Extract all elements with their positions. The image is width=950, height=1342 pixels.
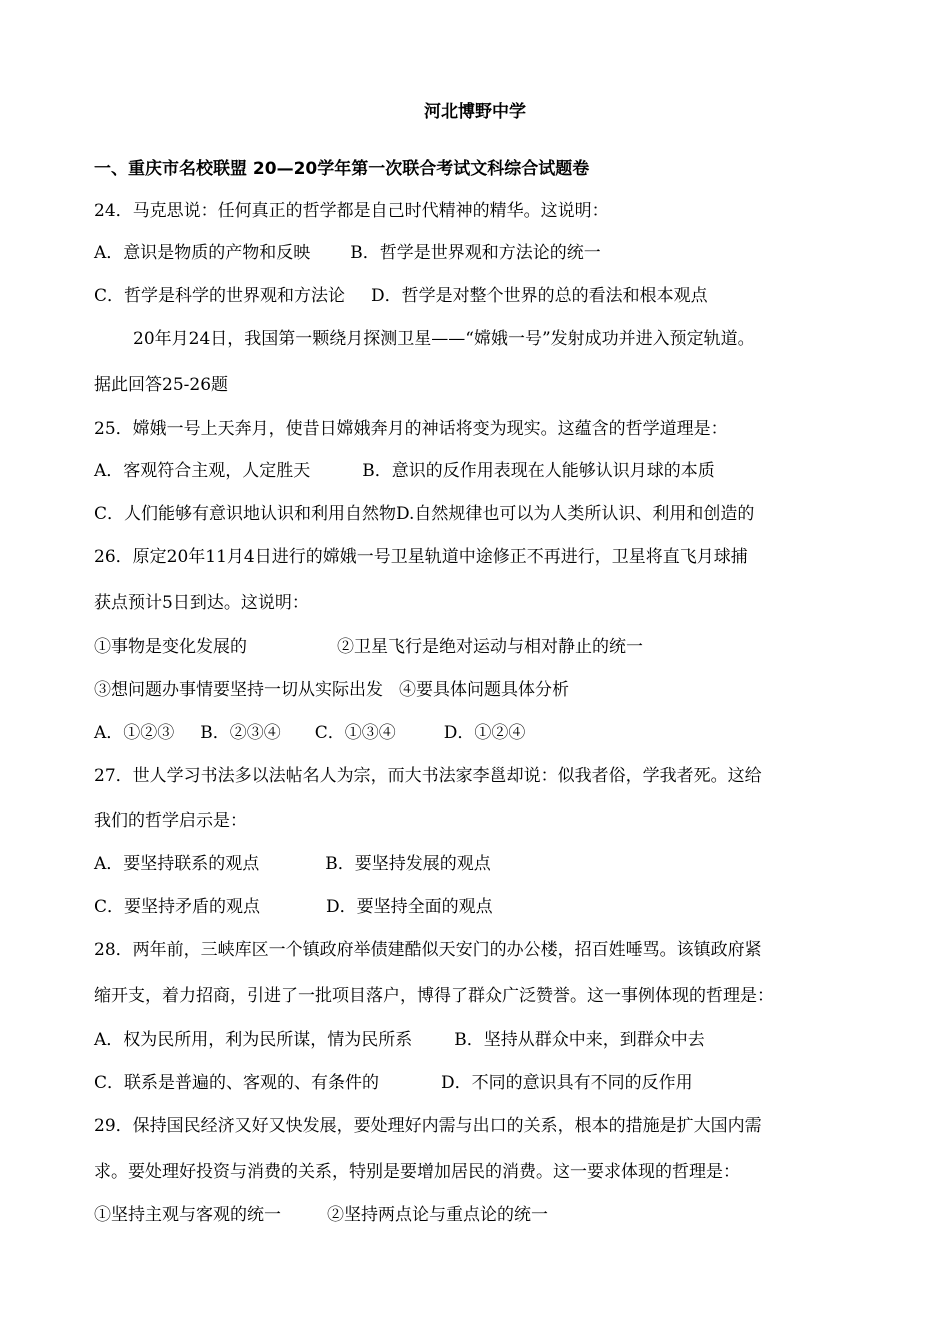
question-24-stem: 24．马克思说：任何真正的哲学都是自己时代精神的精华。这说明： [94,201,609,221]
option-a: A．客观符合主观，人定胜天 [94,461,311,481]
option-d: D．要坚持全面的观点 [326,897,493,917]
item-2: ②卫星飞行是绝对运动与相对静止的统一 [337,637,643,657]
option-b: B．要坚持发展的观点 [325,854,491,874]
question-24-options-cd [94,285,708,307]
passage-line-2: 据此回答25-26题 [94,375,229,395]
question-25-options-cd: C．人们能够有意识地认识和利用自然物D.自然规律也可以为人类所认识、利用和创造的 [94,504,755,524]
option-a: A．意识是物质的产物和反映 [94,243,311,263]
question-28-stem-1: 28．两年前，三峡库区一个镇政府举债建酷似天安门的办公楼，招百姓唾骂。该镇政府紧 [94,940,762,960]
item-1: ①坚持主观与客观的统一 [94,1205,281,1225]
option-b: B．意识的反作用表现在人能够认识月球的本质 [362,461,715,481]
option-d: D．①②④ [443,723,526,743]
question-26-items-12 [94,636,643,658]
option-a: A．要坚持联系的观点 [94,854,260,874]
question-26-stem-1: 26．原定20年11月4日进行的嫦娥一号卫星轨道中途修正不再进行，卫星将直飞月球捕 [94,547,748,567]
question-26-options [94,722,525,744]
option-b: B．②③④ [200,723,281,743]
option-b: B．哲学是世界观和方法论的统一 [350,243,601,263]
question-25-stem: 25．嫦娥一号上天奔月，使昔日嫦娥奔月的神话将变为现实。这蕴含的哲学道理是： [94,419,728,439]
option-d: D．哲学是对整个世界的总的看法和根本观点 [371,286,708,306]
question-27-stem-2: 我们的哲学启示是： [94,811,247,831]
school-title: 河北博野中学 [424,102,526,122]
question-24-options-ab [94,242,601,264]
option-a: A．权为民所用，利为民所谋，情为民所系 [94,1030,413,1050]
question-25-options-ab [94,460,715,482]
question-26-items-34 [94,679,569,701]
passage-line-1: 20年月24日，我国第一颗绕月探测卫星——“嫦娥一号”发射成功并进入预定轨道。 [133,329,755,349]
question-28-stem-2: 缩开支，着力招商，引进了一批项目落户，博得了群众广泛赞誉。这一事例体现的哲理是： [94,986,774,1006]
question-28-options-ab [94,1029,705,1051]
section-heading: 一、重庆市名校联盟 20—20学年第一次联合考试文科综合试题卷 [94,159,590,179]
question-29-items-12 [94,1204,548,1226]
question-27-stem-1: 27．世人学习书法多以法帖名人为宗，而大书法家李邕却说：似我者俗，学我者死。这给 [94,766,762,786]
option-c: C．联系是普遍的、客观的、有条件的 [94,1073,380,1093]
option-c: C．①③④ [314,723,396,743]
item-1: ①事物是变化发展的 [94,637,247,657]
option-b: B．坚持从群众中来，到群众中去 [454,1030,705,1050]
question-28-options-cd [94,1072,693,1094]
question-26-stem-2: 获点预计5日到达。这说明： [94,593,309,613]
item-4: ④要具体问题具体分析 [399,680,569,700]
option-a: A．①②③ [94,723,175,743]
option-c: C．哲学是科学的世界观和方法论 [94,286,346,306]
question-29-stem-2: 求。要处理好投资与消费的关系，特别是要增加居民的消费。这一要求体现的哲理是： [94,1162,740,1182]
option-c: C．要坚持矛盾的观点 [94,897,261,917]
question-27-options-ab [94,853,491,875]
question-29-stem-1: 29．保持国民经济又好又快发展，要处理好内需与出口的关系，根本的措施是扩大国内需 [94,1116,762,1136]
item-2: ②坚持两点论与重点论的统一 [327,1205,548,1225]
option-d: D．不同的意识具有不同的反作用 [441,1073,693,1093]
item-3: ③想问题办事情要坚持一切从实际出发 [94,680,383,700]
question-27-options-cd [94,896,493,918]
